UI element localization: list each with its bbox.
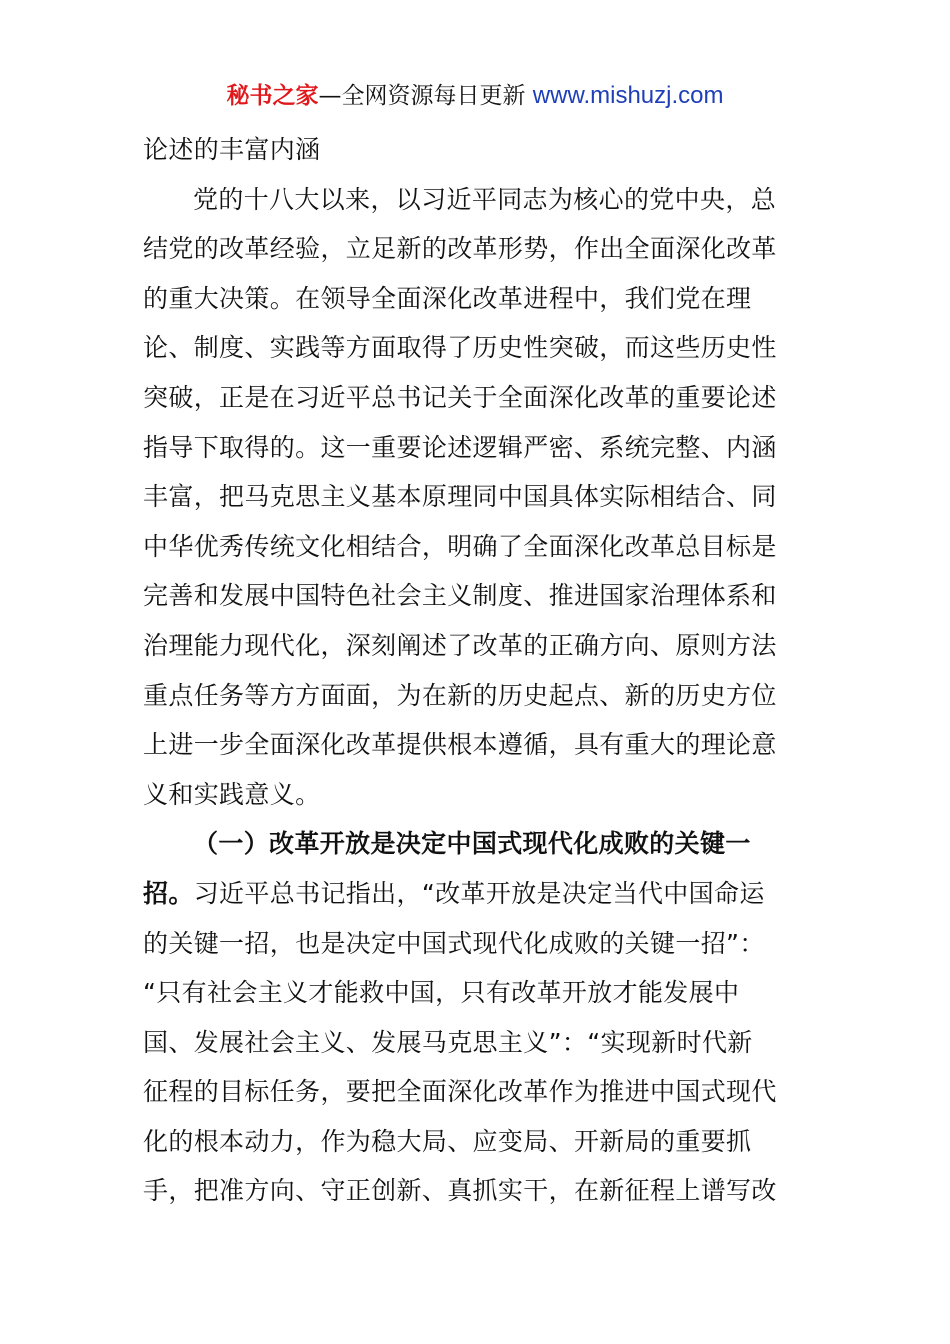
body-line: 重点任务等方方面面，为在新的历史起点、新的历史方位 <box>143 680 777 710</box>
body-line: 的关键一招，也是决定中国式现代化成败的关键一招”： <box>143 928 765 958</box>
page-header <box>0 80 950 112</box>
body-line: 治理能力现代化，深刻阐述了改革的正确方向、原则方法 <box>143 630 777 660</box>
body-line: 突破，正是在习近平总书记关于全面深化改革的重要论述 <box>143 382 777 412</box>
paragraph-first-line: 党的十八大以来，以习近平同志为核心的党中央，总 <box>193 184 777 214</box>
body-line: 论述的丰富内涵 <box>143 135 321 164</box>
body-line: 义和实践意义。 <box>143 779 321 809</box>
body-line: 化的根本动力，作为稳大局、应变局、开新局的重要抓 <box>143 1126 752 1156</box>
body-line: 完善和发展中国特色社会主义制度、推进国家治理体系和 <box>143 581 777 611</box>
body-line: 国、发展社会主义、发展马克思主义”：“实现新时代新 <box>143 1027 753 1057</box>
body-line: 中华优秀传统文化相结合，明确了全面深化改革总目标是 <box>143 531 777 561</box>
body-line: 结党的改革经验，立足新的改革形势，作出全面深化改革 <box>143 234 777 264</box>
brand-name: 秘书之家 <box>226 83 319 109</box>
body-line: 论、制度、实践等方面取得了历史性突破，而这些历史性 <box>143 333 777 363</box>
section-heading-end: 招。 <box>143 878 194 908</box>
section-text: 习近平总书记指出，“改革开放是决定当代中国命运 <box>193 878 765 908</box>
section-heading-continuation <box>143 869 807 919</box>
body-line: “只有社会主义才能救中国，只有改革开放才能发展中 <box>143 978 740 1008</box>
body-line: 的重大决策。在领导全面深化改革进程中，我们党在理 <box>143 283 752 313</box>
body-line: 征程的目标任务，要把全面深化改革作为推进中国式现代 <box>143 1077 777 1107</box>
header-tagline: —全网资源每日更新 <box>318 83 526 109</box>
document-body <box>143 125 807 1216</box>
body-line: 指导下取得的。这一重要论述逻辑严密、系统完整、内涵 <box>143 432 777 462</box>
body-line: 手，把准方向、守正创新、真抓实干，在新征程上谱写改 <box>143 1176 777 1206</box>
section-heading: （一）改革开放是决定中国式现代化成败的关键一 <box>193 829 751 859</box>
site-url-link[interactable]: www.mishuzj.com <box>532 82 724 109</box>
body-line: 丰富，把马克思主义基本原理同中国具体实际相结合、同 <box>143 482 777 512</box>
body-line: 上进一步全面深化改革提供根本遵循，具有重大的理论意 <box>143 730 777 760</box>
